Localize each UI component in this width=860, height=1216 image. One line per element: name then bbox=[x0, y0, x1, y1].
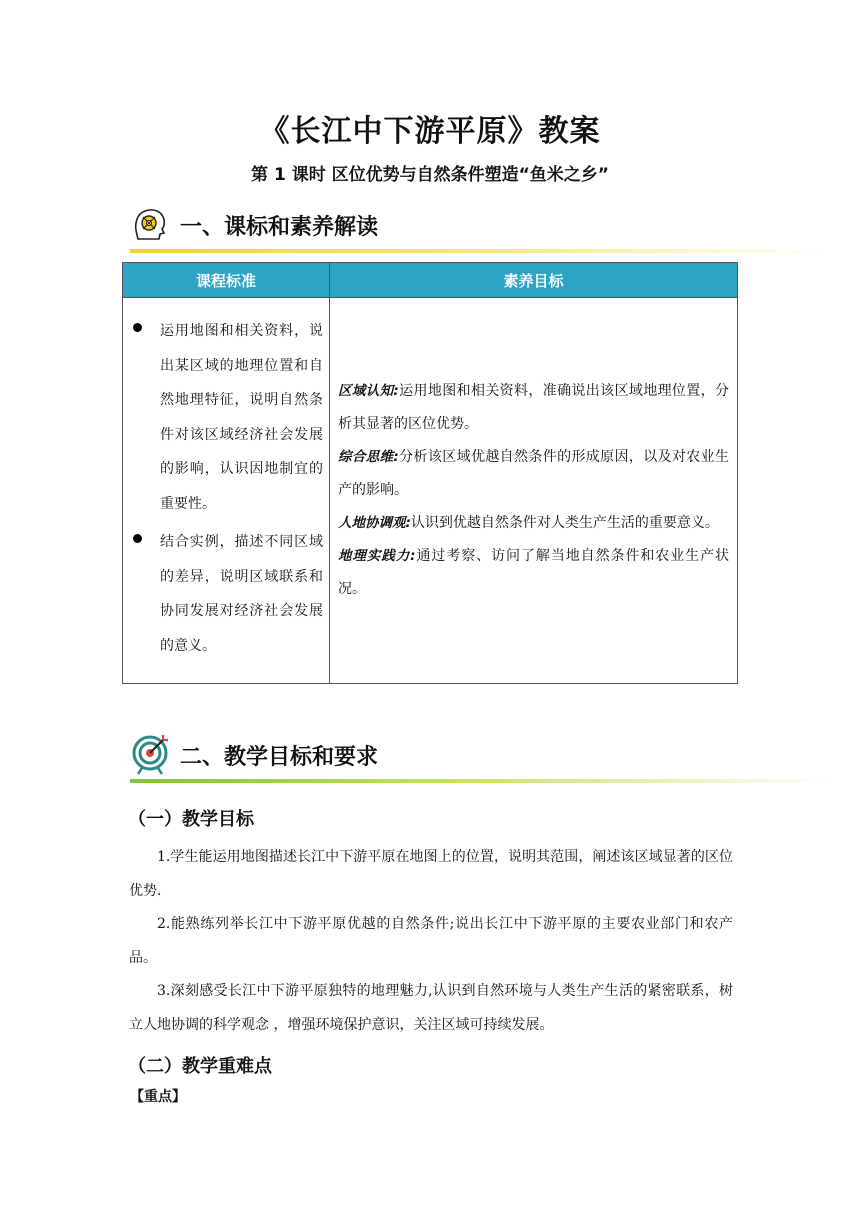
goal-text: 认识到优越自然条件对人类生产生活的重要意义。 bbox=[410, 515, 719, 531]
goal-item bbox=[338, 441, 729, 507]
subsection-title: （一）教学目标 bbox=[128, 809, 254, 830]
list-item bbox=[129, 525, 323, 663]
bullet-icon bbox=[133, 534, 142, 543]
objective-paragraph: 3.深刻感受长江中下游平原独特的地理魅力,认识到自然环境与人类生产生活的紧密联系，树立人地协调的科学观念 ，增强环境保护意识，关注区域可持续发展。 bbox=[129, 983, 733, 1033]
goal-label: 综合思维: bbox=[338, 449, 399, 465]
section-header-standards bbox=[128, 203, 838, 253]
standard-text: 结合实例，描述不同区域的差异，说明区域联系和协同发展对经济社会发展的意义。 bbox=[160, 534, 323, 654]
goal-label: 区域认知: bbox=[338, 383, 399, 399]
goals-cell bbox=[330, 298, 738, 684]
table-header-standard: 课程标准 bbox=[123, 263, 330, 298]
standard-text: 运用地图和相关资料，说出某区域的地理位置和自然地理特征，说明自然条件对该区域经济社会发展的影响，认识因地制宜的重要性。 bbox=[160, 323, 323, 512]
goal-text: 通过考察、访问了解当地自然条件和农业生产状况。 bbox=[338, 548, 730, 597]
section-title: 二、教学目标和要求 bbox=[180, 745, 379, 770]
goal-item bbox=[338, 375, 729, 441]
goal-label: 地理实践力: bbox=[338, 548, 416, 564]
standards-table bbox=[122, 262, 738, 684]
section-underline bbox=[130, 249, 830, 253]
standards-cell bbox=[123, 298, 330, 684]
brain-gear-icon bbox=[130, 203, 172, 245]
document-title: 《长江中下游平原》教案 bbox=[259, 114, 601, 149]
section-title: 一、课标和素养解读 bbox=[180, 215, 379, 240]
objective-paragraph: 2.能熟练列举长江中下游平原优越的自然条件;说出长江中下游平原的主要农业部门和农产品。 bbox=[129, 916, 733, 966]
section-header-objectives bbox=[128, 733, 838, 783]
goal-text: 运用地图和相关资料，准确说出该区域地理位置，分析其显著的区位优势。 bbox=[338, 383, 729, 432]
objective-paragraph: 1.学生能运用地图描述长江中下游平原在地图上的位置，说明其范围，阐述该区域显著的区位优势. bbox=[129, 849, 733, 899]
goal-text: 分析该区域优越自然条件的形成原因，以及对农业生产的影响。 bbox=[338, 449, 729, 498]
list-item bbox=[129, 314, 323, 521]
target-icon bbox=[130, 733, 172, 775]
bullet-icon bbox=[133, 323, 142, 332]
subsection-title: （二）教学重难点 bbox=[128, 1056, 272, 1077]
goal-item bbox=[338, 540, 729, 606]
lesson-subtitle: 第 1 课时 区位优势与自然条件塑造“鱼米之乡” bbox=[251, 165, 609, 185]
key-points-tag: 【重点】 bbox=[130, 1089, 186, 1105]
table-header-goal: 素养目标 bbox=[330, 263, 738, 298]
goal-label: 人地协调观: bbox=[338, 515, 411, 531]
section-underline bbox=[130, 779, 830, 783]
goal-item bbox=[338, 507, 729, 540]
